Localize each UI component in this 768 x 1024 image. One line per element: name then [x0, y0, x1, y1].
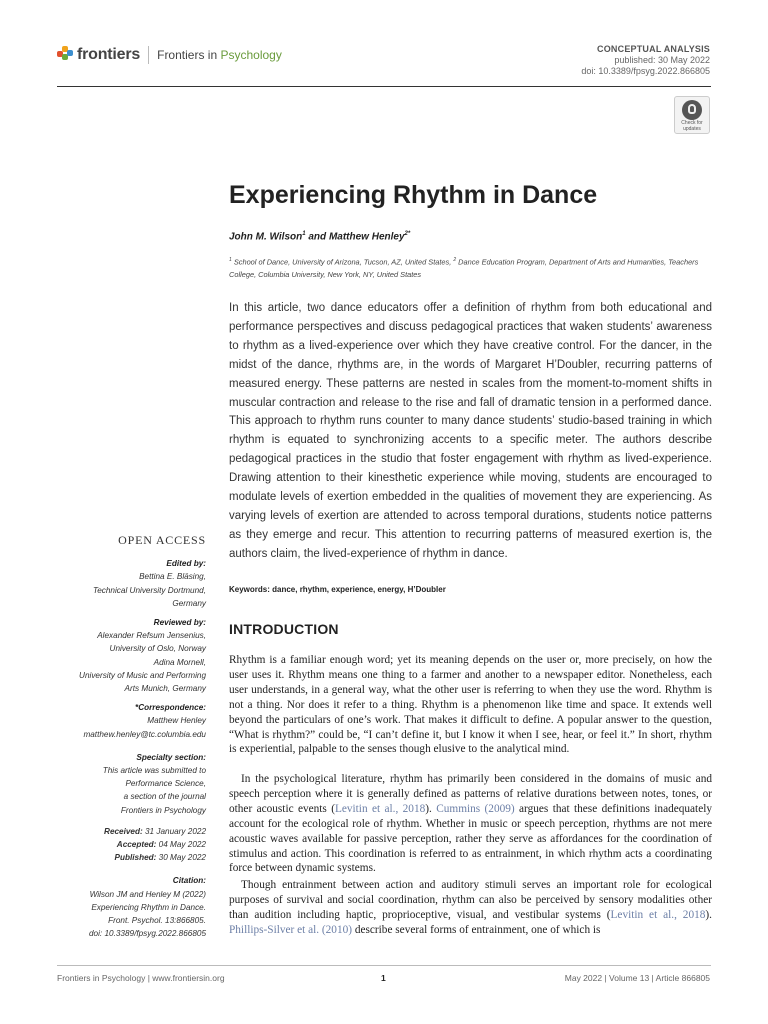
- citation-line-3: Front. Psychol. 13:866805.: [108, 916, 206, 926]
- affiliations: [229, 254, 699, 281]
- accepted-value: 04 May 2022: [156, 840, 206, 850]
- citation-line-1: Wilson JM and Henley M (2022): [89, 889, 206, 899]
- p2-text-c: argues that these definitions inadequately account for the ecological role of rhythm. Whether in music or speech perception, rhythms are not mere acoustic waves available for passive perception, rather they serve as affordances for the coordination of stimulus and action. This coordination is referred to as entrainment, in which rhythm acts a coordinating force between dynamic systems.: [229, 802, 712, 875]
- editor-affil-1: Technical University Dortmund,: [92, 585, 206, 595]
- received-value: 31 January 2022: [142, 826, 206, 836]
- keywords: [229, 585, 446, 594]
- updates-label-2: updates: [683, 125, 701, 132]
- keywords-label: Keywords:: [229, 585, 273, 594]
- citation-link[interactable]: Cummins (2009): [436, 802, 515, 815]
- article-meta: [581, 44, 710, 77]
- open-access-label: OPEN ACCESS: [118, 533, 206, 547]
- reviewer-2-affil-2: Arts Munich, Germany: [124, 684, 206, 694]
- body-paragraph-2: [229, 772, 712, 876]
- accepted-date: [40, 838, 206, 851]
- article-sidebar: [40, 534, 206, 940]
- frontiers-logo[interactable]: [57, 46, 282, 64]
- specialty-line-3: a section of the journal: [123, 792, 206, 802]
- p2-text-a: In the psychological literature, rhythm has primarily been considered in the domains of music and speech perception where it is generally defined as patterns of relative durations between notes, tones, or other acoustic events (: [229, 773, 712, 815]
- specialty-line-2: Performance Science,: [125, 779, 206, 789]
- section-heading-introduction: INTRODUCTION: [229, 621, 339, 637]
- specialty-line-1: This article was submitted to: [102, 766, 206, 776]
- header-rule: [57, 86, 711, 87]
- reviewer-2-affil-1: University of Music and Performing: [79, 670, 206, 680]
- author-list: [229, 231, 410, 242]
- check-for-updates-button[interactable]: [674, 96, 710, 134]
- author-1[interactable]: John M. Wilson: [229, 231, 303, 243]
- correspondence-label: *Correspondence:: [135, 703, 206, 713]
- p2-text-b: ).: [425, 802, 437, 815]
- received-date: [40, 825, 206, 838]
- citation-link[interactable]: Levitin et al., 2018: [334, 802, 426, 815]
- author-2[interactable]: Matthew Henley: [328, 231, 405, 243]
- citation-line-4[interactable]: doi: 10.3389/fpsyg.2022.866805: [89, 929, 206, 939]
- footer-rule: [57, 965, 711, 966]
- doi[interactable]: doi: 10.3389/fpsyg.2022.866805: [581, 66, 710, 76]
- published-label: Published:: [114, 853, 157, 863]
- article-title: Experiencing Rhythm in Dance: [229, 181, 598, 209]
- editor-name: Bettina E. Bläsing,: [139, 572, 206, 582]
- correspondence-email[interactable]: matthew.henley@tc.columbia.edu: [83, 729, 206, 739]
- reviewer-1-name: Alexander Refsum Jensenius,: [97, 631, 206, 641]
- author-2-affil: 2*: [404, 231, 411, 237]
- published-value: 30 May 2022: [156, 853, 206, 863]
- specialty-line-4: Frontiers in Psychology: [120, 805, 206, 815]
- updates-label-1: Check for: [681, 120, 703, 126]
- published-date: published: 30 May 2022: [614, 55, 710, 65]
- journal-prefix: Frontiers in: [157, 48, 221, 62]
- editor-affil-2: Germany: [172, 598, 206, 608]
- edited-by-label: Edited by:: [166, 559, 206, 569]
- frontiers-logo-icon: [57, 46, 73, 64]
- citation-link[interactable]: Levitin et al., 2018: [610, 908, 706, 921]
- reviewed-by-label: Reviewed by:: [153, 618, 206, 628]
- received-label: Received:: [104, 826, 143, 836]
- correspondence-name: Matthew Henley: [147, 716, 206, 726]
- journal-subject: Psychology: [220, 48, 282, 62]
- affil-2-marker: 2: [453, 257, 457, 263]
- footer-volume-info: May 2022 | Volume 13 | Article 866805: [564, 973, 710, 983]
- affil-2: Dance Education Program, Department of Arts and Humanities, Teachers College, Columbia University, New York, NY, United States: [229, 257, 699, 279]
- p3-text-b: ).: [705, 908, 712, 921]
- bookmark-icon: [682, 100, 702, 120]
- p3-text-c: describe several forms of entrainment, one of which is: [352, 923, 601, 936]
- keywords-list: dance, rhythm, experience, energy, H’Doubler: [272, 585, 446, 594]
- footer-journal-link[interactable]: Frontiers in Psychology | www.frontiersin.org: [57, 973, 225, 983]
- affil-1: School of Dance, University of Arizona, Tucson, AZ, United States,: [231, 257, 454, 267]
- journal-name[interactable]: [157, 48, 282, 62]
- accepted-label: Accepted:: [116, 840, 157, 850]
- citation-line-2: Experiencing Rhythm in Dance.: [91, 902, 206, 912]
- reviewer-2-name: Adina Mornell,: [153, 657, 206, 667]
- citation-link[interactable]: Phillips-Silver et al. (2010): [229, 923, 352, 936]
- body-paragraph-1: Rhythm is a familiar enough word; yet its meaning depends on the user or, more precisely, on how the user uses it. Rhythm means one thing to a farmer and another to a newspaper editor. Nonetheless, each user understands, in a general way, what the other user is referring to when they use the word. Rhythm is not a thing. Nor does it refer to a thing. Rhythm is a phenomenon like time and space. It extends well beyond the particulars of one’s work. That makes it difficult to define. A popular answer to the question, “What is rhythm?” could be, “I can’t define it, but I know it when I see, hear, or feel it.” In short, rhythm is experiential, palpable to the senses though elusive to the analytical mind.: [229, 654, 712, 756]
- p3-text-a: Though entrainment between action and auditory stimuli serves an important role for ecological purposes of survival and social coordination, rhythm can also be perceived by sensory modalities other than audition including haptic, proprioceptive, visual, and vestibular systems (: [229, 879, 712, 921]
- affil-1-marker: 1: [229, 257, 232, 263]
- citation-label: Citation:: [172, 876, 206, 886]
- brand-name: frontiers: [77, 46, 141, 63]
- body-paragraph-3: [229, 878, 712, 938]
- published-date-sidebar: [40, 851, 206, 864]
- author-1-affil: 1: [302, 231, 306, 237]
- reviewer-1-affil: University of Oslo, Norway: [109, 644, 206, 654]
- article-type: CONCEPTUAL ANALYSIS: [597, 44, 710, 54]
- page-number: 1: [381, 973, 386, 983]
- author-and: and: [305, 231, 329, 243]
- abstract: In this article, two dance educators offer a definition of rhythm from both educational and performance perspectives and discuss pedagogical practices that waken students’ awareness to rhythm as a lived-experience over which they have creative control. For the dancer, in the midst of the dance, rhythms are, in the words of Margaret H’Doubler, recurring patterns of measured energy. These patterns are nested in scales from the moment-to-moment shifts in muscular contraction and release to the rise and fall of dramatic tension in a performed dance. This approach to rhythm runs counter to many dance students’ studio-based training in which rhythm is equated to synchronizing accents to a specific meter. The authors describe pedagogical practices in the studio that foster engagement with rhythm as lived-experience. Drawing attention to their kinesthetic experience while moving, students are encouraged to modulate levels of exertion embedded in the qualities of movement they are experiencing. As varying levels of exertion are attended to across temporal durations, students notice patterns as they emerge and recur. This attention to recurring patterns of measured exertion is, the authors claim, the lived-experience of rhythm in dance.: [229, 302, 712, 560]
- logo-divider: [148, 46, 149, 64]
- specialty-section-label: Specialty section:: [136, 752, 206, 762]
